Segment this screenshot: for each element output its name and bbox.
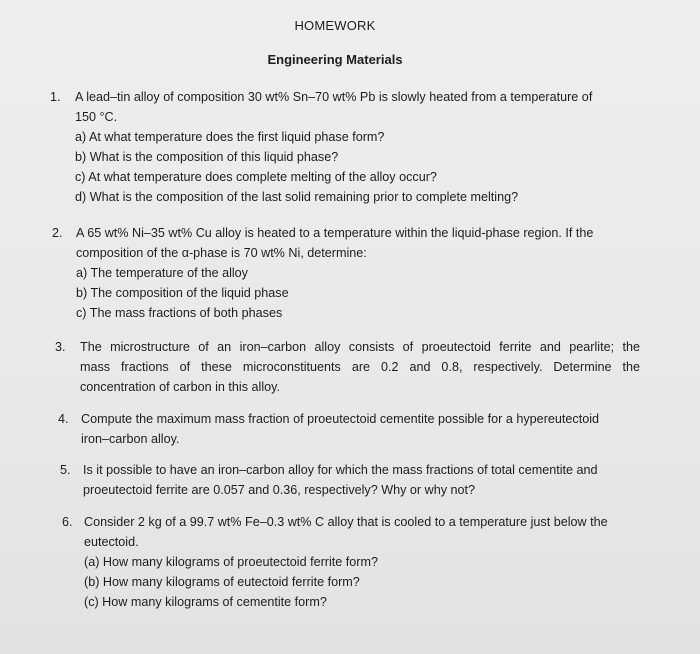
question-3 <box>55 337 640 397</box>
question-text-line: Compute the maximum mass fraction of proeutectoid cementite possible for a hypereutectoid <box>81 412 599 426</box>
question-text-line: composition of the α-phase is 70 wt% Ni, determine: <box>76 246 367 260</box>
question-text-line: 150 °C. <box>75 110 118 124</box>
question-5 <box>60 460 650 500</box>
question-part: (c) How many kilograms of cementite form? <box>84 595 327 609</box>
question-part: b) What is the composition of this liquid phase? <box>75 150 339 164</box>
question-text-line: concentration of carbon in this alloy. <box>80 380 280 394</box>
question-part: a) The temperature of the alloy <box>76 266 248 280</box>
course-subtitle: Engineering Materials <box>267 52 403 67</box>
question-text-line: A lead–tin alloy of composition 30 wt% Sn–70 wt% Pb is slowly heated from a temperature of <box>75 90 593 104</box>
question-6 <box>62 512 652 612</box>
question-2 <box>52 223 652 323</box>
question-text-line: Is it possible to have an iron–carbon alloy for which the mass fractions of total cementite and <box>83 463 598 477</box>
question-number: 3. <box>55 340 66 354</box>
question-text-line: A 65 wt% Ni–35 wt% Cu alloy is heated to a temperature within the liquid-phase region. If the <box>76 226 594 240</box>
question-part: (a) How many kilograms of proeutectoid ferrite form? <box>84 555 378 569</box>
question-text-line: proeutectoid ferrite are 0.057 and 0.36, respectively? Why or why not? <box>83 483 476 497</box>
question-part: c) At what temperature does complete melting of the alloy occur? <box>75 170 437 184</box>
question-text-line: mass fractions of these microconstituents are 0.2 and 0.8, respectively. Determine the <box>80 360 640 374</box>
question-part: d) What is the composition of the last solid remaining prior to complete melting? <box>75 190 519 204</box>
question-part: b) The composition of the liquid phase <box>76 286 289 300</box>
question-number: 2. <box>52 226 63 240</box>
question-number: 4. <box>58 412 69 426</box>
page-title: HOMEWORK <box>294 18 376 33</box>
question-text-line: The microstructure of an iron–carbon alloy consists of proeutectoid ferrite and pearlite; the <box>80 340 640 354</box>
question-part: c) The mass fractions of both phases <box>76 306 283 320</box>
question-1 <box>50 87 650 207</box>
question-number: 5. <box>60 463 71 477</box>
question-number: 1. <box>50 90 61 104</box>
question-text-line: iron–carbon alloy. <box>81 432 180 446</box>
question-4 <box>58 409 648 449</box>
question-part: (b) How many kilograms of eutectoid ferrite form? <box>84 575 360 589</box>
question-text-line: eutectoid. <box>84 535 139 549</box>
question-text-line: Consider 2 kg of a 99.7 wt% Fe–0.3 wt% C alloy that is cooled to a temperature just below the <box>84 515 608 529</box>
question-number: 6. <box>62 515 73 529</box>
question-part: a) At what temperature does the first liquid phase form? <box>75 130 385 144</box>
